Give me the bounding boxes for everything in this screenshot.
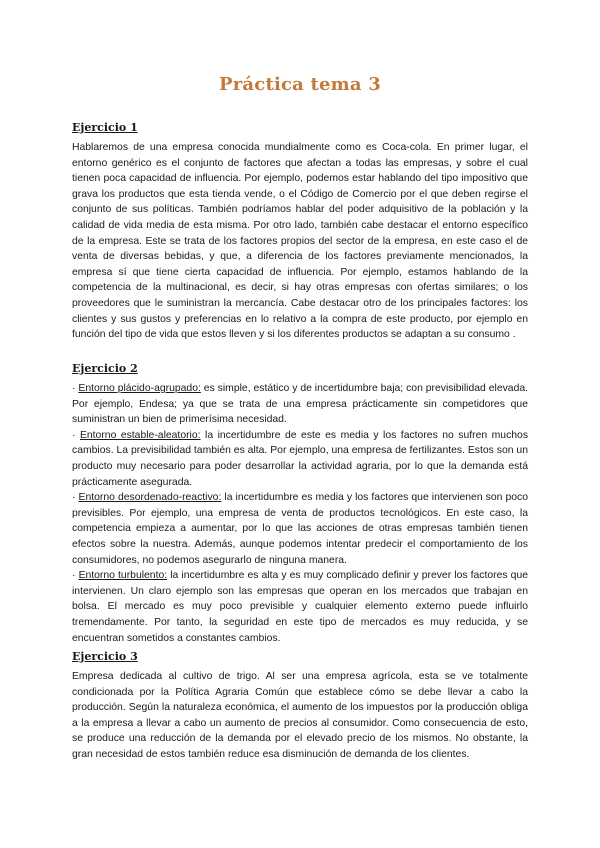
list-item	[72, 490, 528, 568]
section-heading-ejercicio-1: Ejercicio 1	[72, 121, 138, 134]
list-item	[72, 428, 528, 490]
term-description: la incertidumbre es alta y es muy complicado definir y prever los factores que intervienen. Un claro ejemplo son las empresas que operan en los mercados que trabajan en bolsa. El mercado es muy poco previsible y cualquier elemento externo puede influirlo tremendamente. Por tanto, la seguridad en este tipo de mercados es muy reducida, y se encuentran sometidos a constantes cambios.	[72, 570, 529, 644]
bullet-marker: ·	[72, 492, 76, 504]
section-heading-ejercicio-2: Ejercicio 2	[72, 362, 138, 375]
section-heading-ejercicio-3: Ejercicio 3	[72, 650, 138, 663]
term-label: Entorno estable-aleatorio:	[79, 429, 201, 441]
bullet-marker: ·	[72, 383, 76, 394]
term-description: la incertidumbre de este es media y los factores no sufren muchos cambios. La previsibilidad también es alta. Por ejemplo, una empresa de fertilizantes. Estos son un producto muy necesario para poder desarrollar la actividad agraria, por lo que la demanda está prácticamente asegurada.	[72, 429, 529, 488]
term-label: Entorno desordenado-reactivo:	[78, 492, 222, 504]
list-item	[72, 381, 528, 428]
bullet-list-ejercicio-2	[72, 381, 528, 646]
list-item	[72, 568, 528, 646]
term-description: la incertidumbre es media y los factores que intervienen son poco previsibles. Por ejemplo, una empresa de venta de productos tecnológicos. En este caso, la competencia empieza a aumentar, por lo que las acciones de otras empresas también tienen efectos sobre la nuestra. Además, aunque podemos intentar predecir el comportamiento de los consumidores, no podemos asegurarlo de ninguna manera.	[72, 492, 528, 566]
bullet-marker: ·	[72, 429, 76, 441]
term-description: es simple, estático y de incertidumbre baja; con previsibilidad elevada. Por ejemplo, Endesa; ya que se trata de una empresa prácticamente sin competidores que suministran un bien de primerísima necesidad.	[72, 383, 529, 426]
term-label: Entorno plácido-agrupado:	[78, 383, 201, 394]
document-title: Práctica tema 3	[219, 74, 381, 95]
term-label: Entorno turbulento:	[78, 570, 168, 582]
bullet-marker: ·	[72, 570, 76, 582]
section-paragraph-ejercicio-1: Hablaremos de una empresa conocida mundialmente como es Coca-cola. En primer lugar, el entorno genérico es el conjunto de factores que afectan a todas las empresas, y sobre el cual tienen poca capacidad de influencia. Por ejemplo, podemos estar hablando del tipo impositivo que grava los productos que esta tienda vende, o el Código de Comercio por el que deben regirse el conjunto de sus políticas. También podríamos hablar del poder adquisitivo de la población y la calidad de vida media de esta misma. Por otro lado, también cabe destacar el entorno específico de la empresa. Este se trata de los factores propios del sector de la empresa, en este caso el de venta de diversas bebidas, y que, a diferencia de los factores previamente mencionados, la empresa sí que tiene cierta capacidad de influencia. Por ejemplo, estamos hablando de la competencia de la multinacional, es decir, si hay otras empresas con ofertas similares; o los proveedores que le suministran la mercancía. Cabe destacar otro de los principales factores: los clientes y sus gustos y preferencias en lo relativo a la compra de este producto, por ejemplo en función del tipo de vida que estos lleven y si los diferentes productos se adaptan a su consumo .	[72, 142, 528, 341]
section-paragraph-ejercicio-3: Empresa dedicada al cultivo de trigo. Al ser una empresa agrícola, esta se ve totalmente condicionada por la Política Agraria Común que establece cómo se debe llevar a cabo la producción. Según la naturaleza económica, el aumento de los impuestos por la producción obliga a la empresa a llevar a cabo un aumento de precios al consumidor. Como consecuencia de esto, se produce una reducción de la demanda por el elevado precio de los mismos. No obstante, la gran necesidad de estos también reduce esa disminución de demanda de los clientes.	[72, 671, 528, 760]
